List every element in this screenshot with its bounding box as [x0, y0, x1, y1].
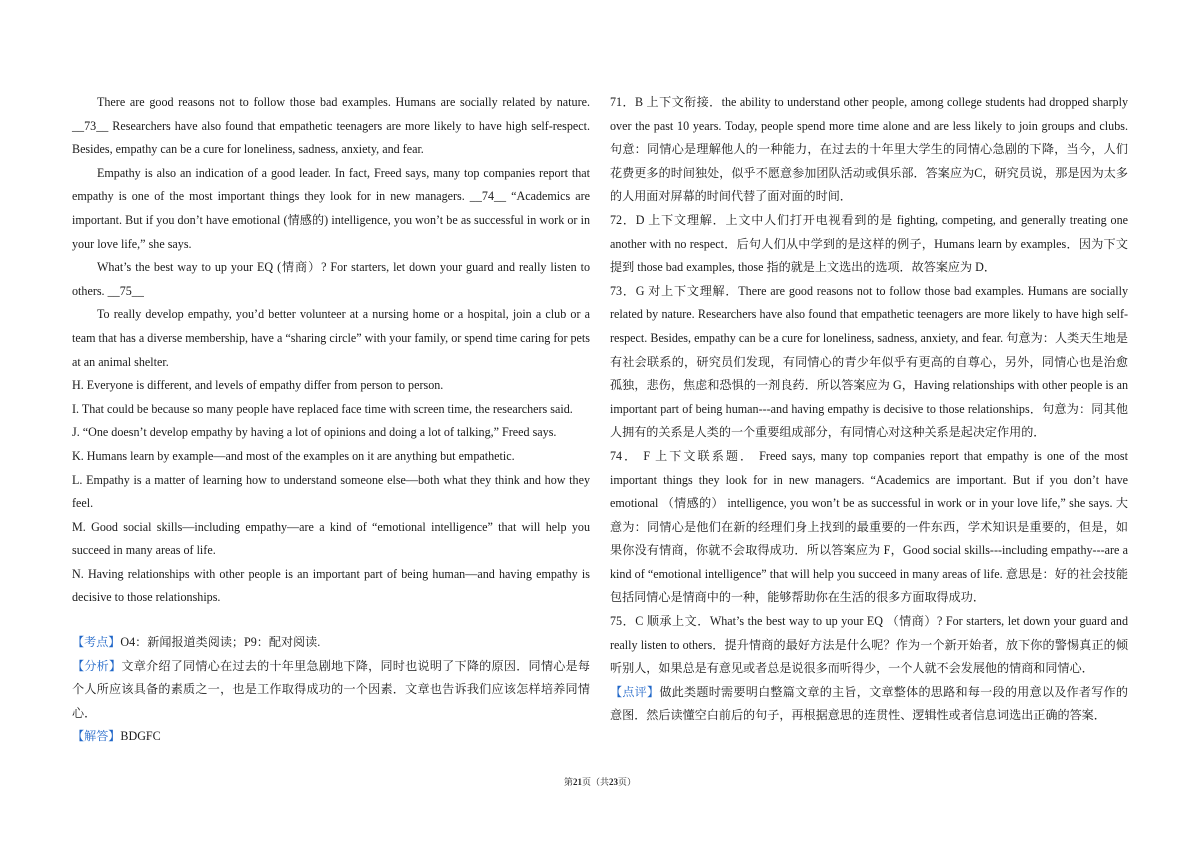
option-m: M. Good social skills—including empathy—are a kind of “emotional intelligence” that will help you succeed in many areas of life. [72, 519, 590, 558]
answer-74: 74． F 上下文联系题． Freed says, many top companies report that empathy is one of the most important things they look for in new managers. “Academics are important. But if you don’t have emotional （情感的） intelligence, you won’t be as successful in work or in your love life,” she says. 大意为：同情心是他们在新的经理们身上找到的最重要的一件东西，学术知识是重要的，但是，如果你没有情商，你就不会取得成功．所以答案应为 F，Good social skills---including empathy---are a kind of “emotional intelligence” that will help you succeed in many areas of life. 意思是：好的社会技能包括同情心是情商中的一种，能够帮助你在生活的很多方面取得成功． [610, 448, 1128, 605]
footer-prefix: 第 [563, 777, 573, 787]
dianping-section [610, 681, 1128, 728]
footer-total-pages: 23 [609, 777, 618, 787]
option-j: J. “One doesn’t develop empathy by having a lot of opinions and doing a lot of talking,” Freed says. [72, 425, 557, 440]
dianping-text: 做此类题时需要明白整篇文章的主旨，文章整体的思路和每一段的用意以及作者写作的意图．然后读懂空白前后的句子，再根据意思的连贯性、逻辑性或者信息词选出正确的答案． [610, 684, 1128, 723]
jieda-section [72, 725, 590, 749]
answer-73: 73．G 对上下文理解．There are good reasons not to follow those bad examples. Humans are socially related by nature. Researchers have also found that empathetic teenagers are more likely to have high self-respect. Besides, empathy can be a cure for loneliness, sadness, anxiety, and fear. 句意为：人类天生地是有社会联系的，研究员们发现，有同情心的青少年似乎有更高的自尊心，另外，同情心也是治愈孤独，悲伤，焦虑和恐惧的一剂良药．所以答案应为 G，Having relationships with other people is an important part of being human---and having empathy is decisive to those relationships．句意为：同其他人拥有的关系是人类的一个重要组成部分，有同情心对这种关系是起决定作用的． [610, 283, 1128, 440]
passage-paragraph-2: Empathy is also an indication of a good leader. In fact, Freed says, many top companies report that empathy is one of the most important things they look for in new managers. __74__ “Academics are important. But if you don’t have emotional (情感的) intelligence, you won’t be as successful in work or in your love life,” she says. [72, 165, 590, 251]
fenxi-text: 文章介绍了同情心在过去的十年里急剧地下降，同时也说明了下降的原因．同情心是每个人所应该具备的素质之一，也是工作取得成功的一个因素．文章也告诉我们应该怎样培养同情心． [72, 658, 590, 720]
footer-middle: 页（共 [581, 777, 609, 787]
footer-suffix: 页） [618, 777, 637, 787]
left-column [72, 91, 590, 749]
option-h: H. Everyone is different, and levels of empathy differ from person to person. [72, 378, 444, 393]
footer-page-number: 21 [572, 777, 582, 787]
kaodian-tag: 【考点】 [72, 635, 121, 650]
fenxi-tag: 【分析】 [72, 658, 122, 673]
section-gap [72, 610, 590, 631]
passage-paragraph-4: To really develop empathy, you’d better volunteer at a nursing home or a hospital, join a club or a team that has a diverse membership, have a “sharing circle” with your family, or spend time caring for pets at an animal shelter. [72, 307, 590, 369]
option-i: I. That could be because so many people have replaced face time with screen time, the researchers said. [72, 401, 573, 416]
page-footer [0, 775, 1200, 788]
jieda-tag: 【解答】 [72, 729, 121, 744]
option-k: K. Humans learn by example—and most of the examples on it are anything but empathetic. [72, 448, 515, 463]
fenxi-section [72, 655, 590, 726]
answer-72: 72．D 上下文理解．上文中人们打开电视看到的是 fighting, competing, and generally treating one another with no respect．后句人们从中学到的是这样的例子，Humans learn by examples．因为下文提到 those bad examples, those 指的就是上文选出的选项．故答案应为 D． [610, 212, 1128, 275]
kaodian-section [72, 631, 590, 655]
answer-75: 75．C 顺承上文．What’s the best way to up your EQ （情商）? For starters, let down your guard and really listen to others．提升情商的最好方法是什么呢？作为一个新开始者，放下你的警惕真正的倾听别人，如果总是有意见或者总是说很多而听得少，一个人就不会发展他的情商和同情心． [610, 614, 1128, 676]
right-column [610, 91, 1128, 728]
passage-paragraph-1: There are good reasons not to follow those bad examples. Humans are socially related by nature. __73__ Researchers have also found that empathetic teenagers are more likely to have high self-respect. Besides, empathy can be a cure for loneliness, sadness, anxiety, and fear. [72, 95, 590, 157]
option-n: N. Having relationships with other people is an important part of being human—and having empathy is decisive to those relationships. [72, 566, 590, 605]
kaodian-text: O4：新闻报道类阅读；P9：配对阅读. [120, 635, 321, 650]
answer-71: 71．B 上下文衔接．the ability to understand other people, among college students had dropped sharply over the past 10 years. Today, people spend more time alone and are less likely to join groups and clubs. 句意：同情心是理解他人的一种能力，在过去的十年里大学生的同情心急剧的下降，当今，人们花费更多的时间独处，似乎不愿意参加团队活动或俱乐部．答案应为C，研究员说，那是因为太多的人用面对屏幕的时间代替了面对面的时间． [610, 95, 1128, 204]
jieda-text: BDGFC [120, 729, 161, 744]
passage-paragraph-3: What’s the best way to up your EQ (情商）? For starters, let down your guard and really listen to others. __75__ [72, 260, 590, 298]
dianping-tag: 【点评】 [610, 684, 660, 699]
option-l: L. Empathy is a matter of learning how to understand someone else—both what they think and how they feel. [72, 472, 590, 511]
